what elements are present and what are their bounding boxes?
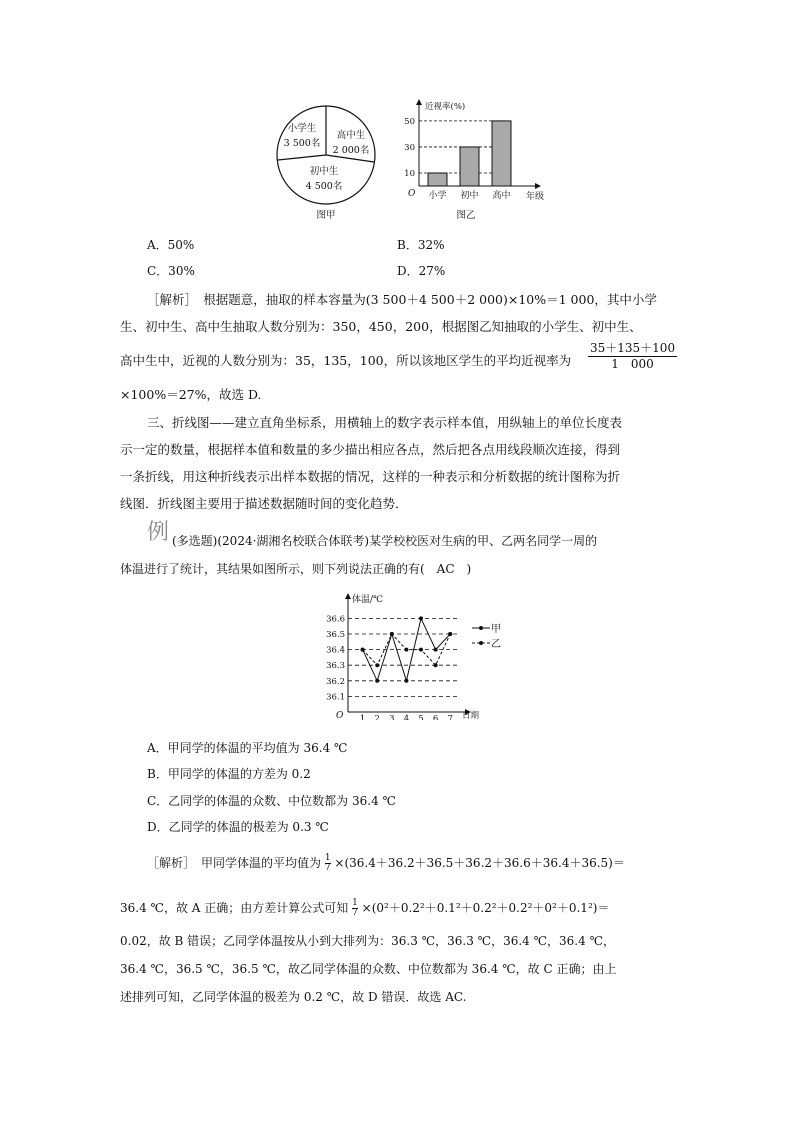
fraction1-denominator: 7 [324, 863, 331, 873]
line-ytick-36.4: 36.4 [326, 645, 345, 656]
fraction2-numerator: 1 [352, 898, 358, 908]
point-甲-2 [375, 679, 379, 683]
fraction-denominator: 1 000 [611, 357, 654, 371]
bar-xtick-高中: 高中 [492, 191, 511, 201]
point-乙-6 [434, 663, 438, 667]
line-xtick-7: 7 [447, 714, 453, 720]
option-a[interactable]: A．50% [147, 238, 195, 252]
line-xtick-2: 2 [374, 714, 380, 720]
bar-ytick-10: 10 [404, 168, 415, 179]
line-chart [318, 590, 508, 720]
analysis2-line1-lead: ［解析］ 甲同学体温的平均值为 [147, 856, 322, 870]
analysis2-fraction1 [325, 854, 331, 873]
option-c[interactable]: C．30% [147, 264, 195, 278]
analysis1-line1: ［解析］ 根据题意，抽取的样本容量为(3 500＋4 500＋2 000)×10%＝1 000，其中小学 [147, 292, 657, 307]
pie-count-primary: 3 500名 [283, 138, 321, 149]
example-line1: (多选题)(2024·湖湘名校联合体联考)某学校校医对生病的甲、乙两名同学一周的 [172, 534, 598, 548]
option-b[interactable]: B．32% [397, 238, 445, 252]
point-甲-5 [419, 616, 423, 620]
bar-初中 [460, 147, 479, 186]
example-line2: 体温进行了统计，其结果如图所示，则下列说法正确的有( AC ) [120, 562, 472, 576]
line-xtick-1: 1 [359, 714, 366, 720]
analysis1-fraction [588, 341, 677, 372]
line-ytick-36.2: 36.2 [326, 676, 345, 687]
line-series [361, 616, 453, 682]
pie-count-high: 2 000名 [332, 145, 370, 156]
point-乙-2 [375, 663, 379, 667]
bar-小学 [428, 173, 447, 186]
section3-line3: 一条折线，用这种折线表示出样本数据的情况，这样的一种表示和分析数据的统计图称为折 [120, 469, 621, 484]
legend-dot-yi [479, 641, 483, 645]
line-ylabel: 体温/℃ [352, 595, 384, 605]
line-grid [326, 614, 460, 720]
line-origin: O [336, 711, 344, 720]
point-乙-1 [361, 648, 365, 652]
analysis2-line1-rest: ×(36.4＋36.2＋36.5＋36.2＋36.6＋36.4＋36.5)＝ [334, 856, 625, 870]
legend-label-yi: 乙 [491, 639, 501, 650]
analysis1-line3: 高中生中，近视的人数分别为：35，135，100，所以该地区学生的平均近视率为 [120, 353, 572, 368]
example-option-a[interactable]: A．甲同学的体温的平均值为 36.4 ℃ [147, 741, 348, 755]
bar-高中 [492, 121, 511, 186]
point-乙-5 [419, 648, 423, 652]
bar-ytick-50: 50 [404, 116, 415, 127]
fraction1-numerator: 1 [324, 853, 331, 863]
analysis2-line1 [147, 854, 625, 873]
line-xtick-6: 6 [432, 714, 439, 720]
analysis1-line4: ×100%＝27%，故选 D. [120, 387, 262, 402]
bar-origin: O [408, 189, 416, 199]
bar-ylabel: 近视率(%) [425, 102, 466, 112]
analysis2-line2 [120, 899, 609, 918]
bar-caption: 图乙 [456, 210, 476, 221]
line-xtick-4: 4 [403, 714, 410, 720]
bar-xlabel: 年级 [526, 192, 545, 202]
analysis2-line3: 0.02，故 B 错误；乙同学体温按从小到大排列为：36.3 ℃，36.3 ℃，36.4 ℃，36.4 ℃， [120, 934, 615, 948]
analysis2-fraction2 [352, 899, 358, 918]
legend-dot-jia [479, 626, 483, 630]
analysis2-line2-lead: 36.4 ℃，故 A 正确；由方差计算公式可知 [120, 901, 349, 915]
point-甲-4 [404, 679, 408, 683]
point-乙-3 [390, 632, 394, 636]
example-option-b[interactable]: B．甲同学的体温的方差为 0.2 [147, 767, 311, 781]
point-乙-4 [404, 648, 408, 652]
bar-marks [404, 117, 511, 201]
line-xtick-3: 3 [389, 714, 395, 720]
option-d[interactable]: D．27% [397, 264, 446, 278]
line-ytick-36.3: 36.3 [326, 661, 345, 672]
pie-caption: 图甲 [316, 210, 336, 221]
line-xtick-5: 5 [418, 714, 424, 720]
line-xlabel: 日期 [462, 711, 480, 720]
example-option-d[interactable]: D．乙同学的体温的极差为 0.3 ℃ [147, 820, 329, 834]
section3-line1: 三、折线图——建立直角坐标系，用横轴上的数字表示样本值，用纵轴上的单位长度表 [147, 415, 623, 430]
fraction-numerator: 35＋135＋100 [590, 341, 676, 355]
pie-chart [268, 100, 388, 225]
point-甲-6 [434, 648, 438, 652]
line-legend [472, 623, 501, 650]
pie-label-high: 高中生 [336, 130, 366, 141]
line-ytick-36.1: 36.1 [326, 692, 345, 703]
bar-xtick-初中: 初中 [460, 191, 479, 201]
line-ytick-36.6: 36.6 [326, 614, 345, 625]
example-option-c[interactable]: C．乙同学的体温的众数、中位数都为 36.4 ℃ [147, 794, 396, 808]
point-乙-7 [448, 632, 452, 636]
analysis1-line2: 生、初中生、高中生抽取人数分别为：350，450，200，根据图乙知抽取的小学生、初中生、 [120, 319, 642, 334]
line-ytick-36.5: 36.5 [326, 630, 345, 640]
analysis2-line4: 36.4 ℃，36.5 ℃，36.5 ℃，故乙同学体温的众数、中位数都为 36.4 ℃，故 C 正确；由上 [120, 962, 617, 976]
analysis2-line5: 述排列可知，乙同学体温的极差为 0.2 ℃，故 D 错误．故选 AC. [120, 990, 467, 1004]
example-mark: 例 [147, 520, 170, 545]
analysis2-line2-rest: ×(0²＋0.2²＋0.1²＋0.2²＋0.2²＋0²＋0.1²)＝ [361, 901, 610, 915]
bar-xtick-小学: 小学 [428, 191, 447, 201]
pie-label-primary: 小学生 [287, 123, 317, 134]
bar-ytick-30: 30 [404, 142, 415, 153]
pie-count-middle: 4 500名 [305, 181, 343, 192]
pie-label-middle: 初中生 [309, 166, 339, 177]
section3-line4: 线图．折线图主要用于描述数据随时间的变化趋势． [120, 496, 408, 511]
legend-label-jia: 甲 [491, 624, 501, 635]
section3-line2: 示一定的数量，根据样本值和数量的多少描出相应各点，然后把各点用线段顺次连接，得到 [120, 442, 621, 457]
bar-chart [398, 96, 558, 228]
fraction2-denominator: 7 [352, 908, 358, 918]
